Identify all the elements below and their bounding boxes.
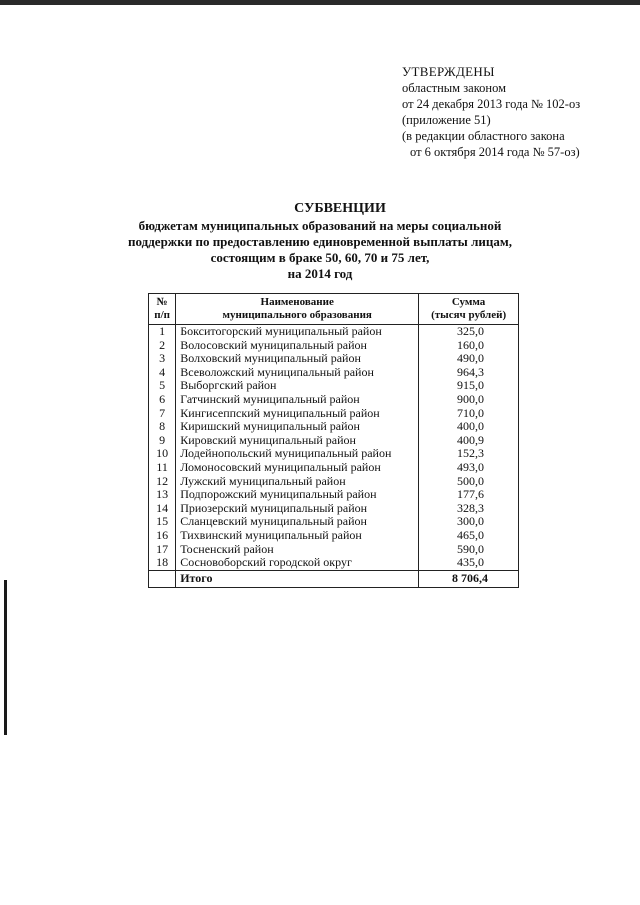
table-row xyxy=(149,556,519,570)
col-header-name xyxy=(176,294,419,325)
title-line: поддержки по предоставлению единовременной выплаты лицам, xyxy=(128,234,512,249)
row-municipality: Кировский муниципальный район xyxy=(176,434,419,448)
col-header-sum xyxy=(419,294,519,325)
table-row xyxy=(149,475,519,489)
row-number: 5 xyxy=(149,379,176,393)
table-row xyxy=(149,366,519,380)
row-municipality: Сланцевский муниципальный район xyxy=(176,515,419,529)
row-number: 1 xyxy=(149,325,176,339)
row-sum: 325,0 xyxy=(419,325,519,339)
row-municipality: Всеволожский муниципальный район xyxy=(176,366,419,380)
title-line: состоящим в браке 50, 60, 70 и 75 лет, xyxy=(210,250,430,265)
approval-stamp xyxy=(402,64,580,160)
row-number: 15 xyxy=(149,515,176,529)
row-sum: 177,6 xyxy=(419,488,519,502)
table-row xyxy=(149,447,519,461)
header-text: п/п xyxy=(154,309,170,321)
table-row xyxy=(149,434,519,448)
scan-top-border xyxy=(0,0,640,5)
table-row xyxy=(149,393,519,407)
row-number: 16 xyxy=(149,529,176,543)
total-label: Итого xyxy=(176,570,419,587)
row-number: 12 xyxy=(149,475,176,489)
header-text: № xyxy=(156,296,168,308)
header-text: Сумма xyxy=(451,296,486,308)
row-sum: 435,0 xyxy=(419,556,519,570)
scan-left-mark xyxy=(4,580,7,735)
table-body xyxy=(149,325,519,571)
total-sum: 8 706,4 xyxy=(419,570,519,587)
approval-line: (в редакции областного закона xyxy=(402,129,565,143)
approval-line: областным законом xyxy=(402,81,507,95)
table-row xyxy=(149,529,519,543)
table-row xyxy=(149,543,519,557)
row-number: 6 xyxy=(149,393,176,407)
row-municipality: Волосовский муниципальный район xyxy=(176,339,419,353)
row-municipality: Приозерский муниципальный район xyxy=(176,502,419,516)
table-row xyxy=(149,352,519,366)
row-municipality: Киришский муниципальный район xyxy=(176,420,419,434)
row-number: 11 xyxy=(149,461,176,475)
table-row xyxy=(149,420,519,434)
row-number: 9 xyxy=(149,434,176,448)
row-number: 4 xyxy=(149,366,176,380)
row-municipality: Лодейнопольский муниципальный район xyxy=(176,447,419,461)
col-header-number xyxy=(149,294,176,325)
row-sum: 160,0 xyxy=(419,339,519,353)
subventions-table xyxy=(148,293,519,588)
row-municipality: Сосновоборский городской округ xyxy=(176,556,419,570)
table-row xyxy=(149,502,519,516)
row-number: 2 xyxy=(149,339,176,353)
row-number: 18 xyxy=(149,556,176,570)
row-sum: 300,0 xyxy=(419,515,519,529)
approval-line: от 24 декабря 2013 года № 102-оз xyxy=(402,97,581,111)
row-municipality: Тосненский район xyxy=(176,543,419,557)
table-row xyxy=(149,407,519,421)
row-number: 3 xyxy=(149,352,176,366)
row-sum: 400,0 xyxy=(419,420,519,434)
table-row xyxy=(149,488,519,502)
row-number: 17 xyxy=(149,543,176,557)
row-municipality: Тихвинский муниципальный район xyxy=(176,529,419,543)
table-row xyxy=(149,379,519,393)
title-line: на 2014 год xyxy=(287,266,353,281)
row-municipality: Волховский муниципальный район xyxy=(176,352,419,366)
row-municipality: Лужский муниципальный район xyxy=(176,475,419,489)
row-sum: 500,0 xyxy=(419,475,519,489)
table-row xyxy=(149,461,519,475)
row-number: 7 xyxy=(149,407,176,421)
row-sum: 964,3 xyxy=(419,366,519,380)
row-sum: 900,0 xyxy=(419,393,519,407)
row-sum: 915,0 xyxy=(419,379,519,393)
row-sum: 400,9 xyxy=(419,434,519,448)
row-sum: 490,0 xyxy=(419,352,519,366)
document-title xyxy=(0,200,640,282)
table-row xyxy=(149,339,519,353)
row-sum: 328,3 xyxy=(419,502,519,516)
row-sum: 710,0 xyxy=(419,407,519,421)
total-row xyxy=(149,570,519,587)
header-text: Наименование xyxy=(260,296,334,308)
row-municipality: Бокситогорский муниципальный район xyxy=(176,325,419,339)
row-sum: 465,0 xyxy=(419,529,519,543)
row-number: 8 xyxy=(149,420,176,434)
approval-line: (приложение 51) xyxy=(402,113,491,127)
row-municipality: Выборгский район xyxy=(176,379,419,393)
table-header-row xyxy=(149,294,519,325)
row-municipality: Кингисеппский муниципальный район xyxy=(176,407,419,421)
row-number: 10 xyxy=(149,447,176,461)
approval-title: УТВЕРЖДЕНЫ xyxy=(402,64,495,79)
header-text: (тысяч рублей) xyxy=(431,309,507,321)
header-text: муниципального образования xyxy=(222,309,372,321)
total-num-cell xyxy=(149,570,176,587)
row-sum: 590,0 xyxy=(419,543,519,557)
table-row xyxy=(149,515,519,529)
row-municipality: Ломоносовский муниципальный район xyxy=(176,461,419,475)
row-sum: 152,3 xyxy=(419,447,519,461)
row-municipality: Подпорожский муниципальный район xyxy=(176,488,419,502)
row-municipality: Гатчинский муниципальный район xyxy=(176,393,419,407)
table-row xyxy=(149,325,519,339)
title-main: СУБВЕНЦИИ xyxy=(294,201,386,216)
approval-line: от 6 октября 2014 года № 57-оз) xyxy=(410,145,580,159)
row-number: 14 xyxy=(149,502,176,516)
title-line: бюджетам муниципальных образований на меры социальной xyxy=(138,218,502,233)
row-sum: 493,0 xyxy=(419,461,519,475)
row-number: 13 xyxy=(149,488,176,502)
